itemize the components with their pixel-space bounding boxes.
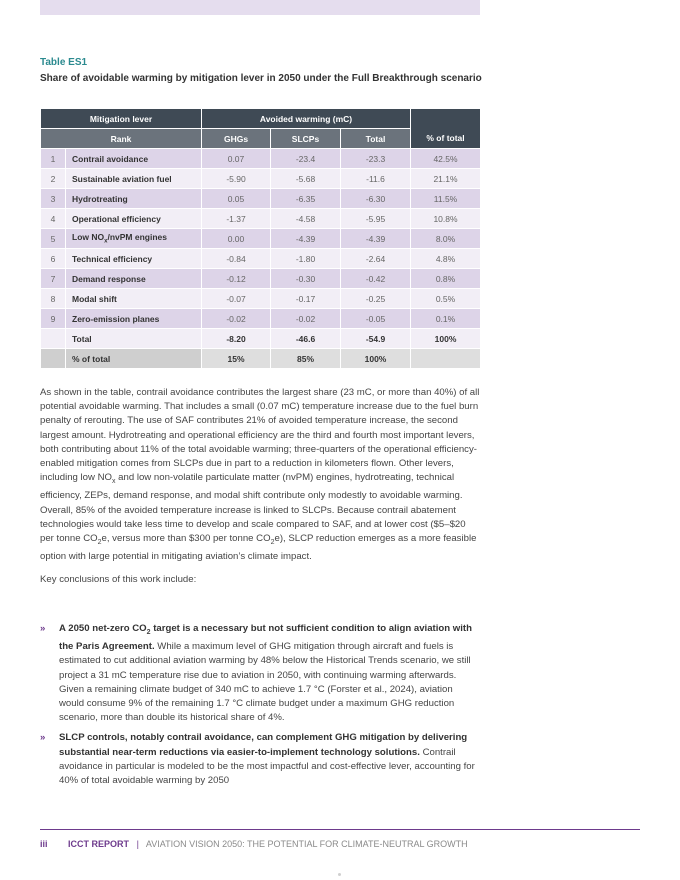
row-ghgs: -0.07 [202, 289, 271, 309]
total-ghgs: -8.20 [202, 329, 271, 349]
row-total: -4.39 [341, 229, 411, 249]
bullet-bold: SLCP controls, notably contrail avoidance, can complement GHG mitigation by delivering substantial near-term reductions via easier-to-implement technology solutions. [59, 732, 468, 758]
row-rank: 5 [41, 229, 66, 249]
total-slcps: -46.6 [271, 329, 341, 349]
table-row [41, 169, 481, 189]
header-rank: Rank [41, 129, 202, 149]
body-text [40, 386, 480, 587]
row-rank: 8 [41, 289, 66, 309]
bullet-chevron-icon: » [40, 732, 46, 744]
row-pct: 0.1% [411, 309, 481, 329]
footer-divider [40, 829, 640, 830]
paragraph-subscript: x [112, 478, 116, 486]
conclusions-intro: Key conclusions of this work include: [40, 574, 197, 586]
row-ghgs: 0.05 [202, 189, 271, 209]
list-item [40, 731, 480, 788]
row-total: -2.64 [341, 249, 411, 269]
total-row [41, 329, 481, 349]
row-lever: Contrail avoidance [66, 149, 202, 169]
table-row [41, 189, 481, 209]
bullet-bold-post: target is a necessary but not sufficient condition to align aviation with the Paris Agreement. [59, 623, 472, 653]
row-lever: Sustainable aviation fuel [66, 169, 202, 189]
footer-title: AVIATION VISION 2050: THE POTENTIAL FOR CLIMATE-NEUTRAL GROWTH [145, 839, 468, 849]
bullet-text: Contrail avoidance in particular is modeled to be the most impactful and cost-effective lever, accounting for 40% of total avoidable warming by 2050 [59, 746, 475, 786]
table-row [41, 289, 481, 309]
header-avoided-warming: Avoided warming (mC) [202, 109, 411, 129]
table-row [41, 229, 481, 249]
row-slcps: -23.4 [271, 149, 341, 169]
row-rank: 7 [41, 269, 66, 289]
share-label: % of total [66, 349, 202, 369]
table-row [41, 269, 481, 289]
row-total: -0.42 [341, 269, 411, 289]
table-row [41, 249, 481, 269]
total-label: Total [66, 329, 202, 349]
row-lever: Operational efficiency [66, 209, 202, 229]
row-rank: 4 [41, 209, 66, 229]
total-pct: 100% [411, 329, 481, 349]
paragraph-subscript: 2 [270, 538, 275, 546]
total-total: -54.9 [341, 329, 411, 349]
row-lever: Technical efficiency [66, 249, 202, 269]
bullet-chevron-icon: » [40, 623, 46, 634]
row-pct: 21.1% [411, 169, 481, 189]
share-pct-empty [411, 349, 481, 369]
share-row [41, 349, 481, 369]
total-row-spacer [41, 329, 66, 349]
row-lever: Modal shift [66, 289, 202, 309]
row-ghgs: -0.84 [202, 249, 271, 269]
row-pct: 0.5% [411, 289, 481, 309]
row-ghgs: -1.37 [202, 209, 271, 229]
list-item [40, 622, 480, 725]
header-total: Total [341, 129, 411, 149]
bullet-bold-pre: A 2050 net-zero CO [59, 623, 147, 634]
row-pct: 10.8% [411, 209, 481, 229]
row-slcps: -0.30 [271, 269, 341, 289]
row-total: -0.05 [341, 309, 411, 329]
row-pct: 0.8% [411, 269, 481, 289]
row-rank: 2 [41, 169, 66, 189]
top-color-band [40, 0, 480, 15]
share-slcps: 85% [271, 349, 341, 369]
share-row-spacer [41, 349, 66, 369]
row-lever: Hydrotreating [66, 189, 202, 209]
header-slcps: SLCPs [271, 129, 341, 149]
header-ghgs: GHGs [202, 129, 271, 149]
row-slcps: -4.58 [271, 209, 341, 229]
page-dot-mark [338, 873, 341, 876]
row-slcps: -1.80 [271, 249, 341, 269]
row-slcps: -5.68 [271, 169, 341, 189]
paragraph-part: e), SLCP reduction emerges as a more feasible option with large potential in mitigating aviation’s climate impact. [40, 532, 477, 563]
paragraph-subscript: 2 [97, 538, 102, 546]
bullet-text: While a maximum level of GHG mitigation through aircraft and fuels is estimated to cut additional aviation warming by 48% below the Historical Trends scenario, we still project a 31 mC temperature rise due to aviation in 2050, with continuing warming afterwards. Given a remaining climate budget of 340 mC to achieve 1.7 °C (Forster et al., 2024), aviation would consume 9% of the remaining 1.7 °C climate budget under a maximum GHG reduction scenario, more than double its historical share of 4%. [59, 641, 471, 724]
summary-paragraph [40, 386, 480, 564]
mitigation-table [40, 108, 481, 369]
row-rank: 9 [41, 309, 66, 329]
row-slcps: -0.17 [271, 289, 341, 309]
row-total: -0.25 [341, 289, 411, 309]
page-footer [40, 839, 468, 849]
row-ghgs: 0.07 [202, 149, 271, 169]
header-mitigation-lever: Mitigation lever [41, 109, 202, 129]
row-pct: 8.0% [411, 229, 481, 249]
table-row [41, 149, 481, 169]
paragraph-part: e, versus more than $300 per tonne CO [101, 532, 271, 544]
row-total: -6.30 [341, 189, 411, 209]
row-pct: 11.5% [411, 189, 481, 209]
row-lever: Zero-emission planes [66, 309, 202, 329]
share-ghgs: 15% [202, 349, 271, 369]
paragraph-part: and low non-volatile particulate matter (nvPM) engines, hydrotreating, technical efficiency, ZEPs, demand response, and modal shift contribute only modestly to avoidable warming. Overall, 85% of the avoided temperature increase is linked to SLCPs. Because contrail abatement technologies would take less time to develop and scale compared to SAF, and at lower cost ($5–$20 per tonne CO [40, 472, 466, 544]
table-row [41, 209, 481, 229]
footer-org: ICCT REPORT [68, 839, 130, 849]
row-total: -5.95 [341, 209, 411, 229]
lever-text-pre: Low NO [72, 232, 105, 243]
table-label: Table ES1 [40, 57, 88, 68]
row-ghgs: -0.12 [202, 269, 271, 289]
row-slcps: -4.39 [271, 229, 341, 249]
header-pct-total: % of total [411, 109, 481, 149]
row-pct: 42.5% [411, 149, 481, 169]
row-ghgs: -0.02 [202, 309, 271, 329]
row-total: -11.6 [341, 169, 411, 189]
row-pct: 4.8% [411, 249, 481, 269]
row-rank: 6 [41, 249, 66, 269]
share-total: 100% [341, 349, 411, 369]
footer-separator: | [136, 839, 139, 849]
paragraph-part: As shown in the table, contrail avoidance contributes the largest share (23 mC, or more than 40%) of all potential avoidable warming. That includes a small (0.07 mC) temperature increase due to the fuel burn penalty of rerouting. The use of SAF contributes 21% of avoided temperature increase, the second largest amount. Hydrotreating and operational efficiency are the third and fourth most important levers, both contributing about 11% of the total avoidable warming; three-quarters of the operational efficiency-enabled mitigation comes from SLCPs due in part to a reduction in kilometers flown. Other levers, including low NO [40, 387, 480, 484]
row-rank: 1 [41, 149, 66, 169]
table-row [41, 309, 481, 329]
row-total: -23.3 [341, 149, 411, 169]
conclusions-list [40, 622, 480, 794]
page-number: iii [40, 839, 48, 849]
lever-text-post: /nvPM engines [107, 232, 167, 243]
row-lever: Demand response [66, 269, 202, 289]
table-caption: Share of avoidable warming by mitigation lever in 2050 under the Full Breakthrough scenario [40, 73, 482, 84]
row-ghgs: 0.00 [202, 229, 271, 249]
lever-subscript: x [104, 238, 108, 245]
row-slcps: -0.02 [271, 309, 341, 329]
row-lever [66, 229, 202, 249]
row-slcps: -6.35 [271, 189, 341, 209]
bullet-bold-subscript: 2 [146, 628, 151, 636]
row-ghgs: -5.90 [202, 169, 271, 189]
row-rank: 3 [41, 189, 66, 209]
